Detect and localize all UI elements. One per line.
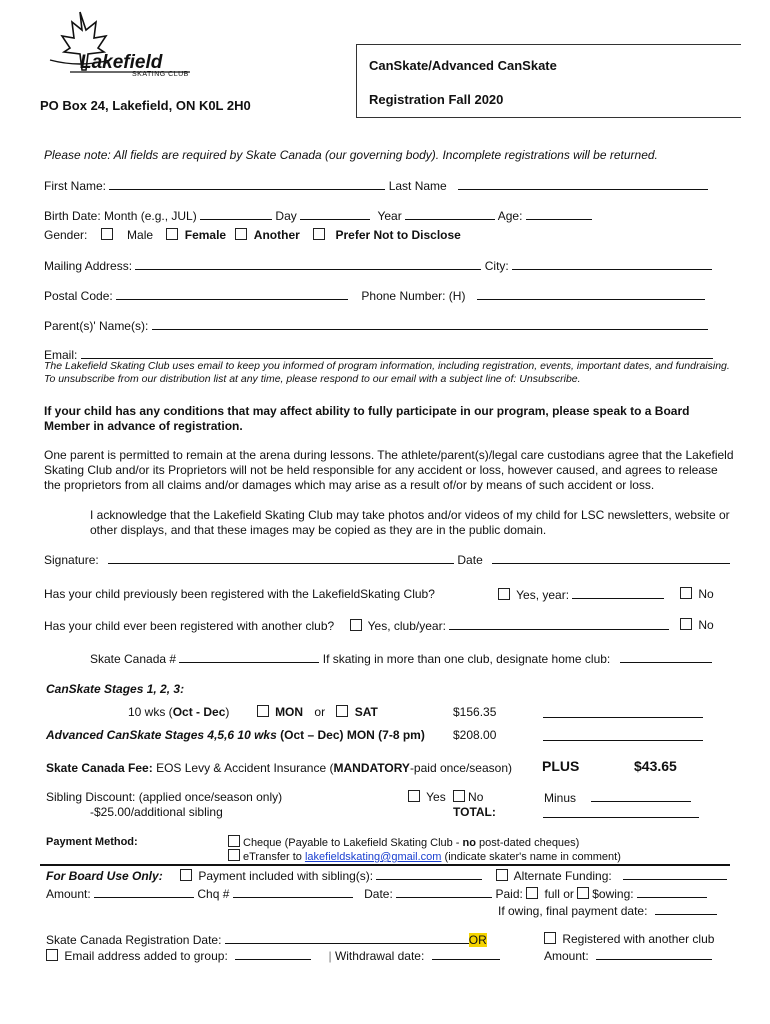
birth-month-field[interactable]	[200, 208, 272, 220]
cheque-label: Cheque (Payable to Lakefield Skating Club -	[243, 837, 463, 849]
cheque-row	[228, 835, 579, 849]
signature-row	[44, 552, 730, 567]
price-canskate: $156.35	[453, 705, 497, 719]
prev-year-field[interactable]	[572, 587, 664, 599]
separator: |	[328, 949, 332, 963]
logo-text: Lakefield	[80, 52, 163, 73]
prefer-not-checkbox[interactable]	[313, 228, 325, 240]
waiver-text: One parent is permitted to remain at the arena during lessons. The athlete/parent(s)/legal care custodians agree that the Lakefield Skating Club and/or its Proprietors will not be held responsible for any accident or loss, however caused, and agrees to release the proprietors from all claims and/or damages which may arise as a result of/or by means of such accident or loss.	[44, 448, 734, 492]
date-label: Date	[457, 553, 483, 567]
mailing-field[interactable]	[135, 258, 481, 270]
payment-included-field[interactable]	[376, 868, 482, 880]
prev-no-label: No	[698, 587, 714, 601]
parents-field[interactable]	[152, 318, 708, 330]
q-prev-yes	[498, 587, 664, 602]
age-label: Age:	[497, 209, 523, 223]
fee-mandatory: MANDATORY	[333, 761, 410, 775]
city-field[interactable]	[512, 258, 712, 270]
board-date-field[interactable]	[396, 886, 492, 898]
gender-label: Gender:	[44, 228, 88, 242]
another-checkbox[interactable]	[235, 228, 247, 240]
amount-field[interactable]	[94, 886, 194, 898]
date-field[interactable]	[492, 552, 730, 564]
other-no-label: No	[698, 618, 714, 632]
sibling-amount: -$25.00/additional sibling	[90, 805, 223, 819]
age-field[interactable]	[526, 208, 592, 220]
advanced-row	[46, 728, 425, 742]
home-club-label: If skating in more than one club, designate home club:	[322, 652, 611, 666]
fee-label: Skate Canada Fee:	[46, 761, 153, 775]
mailing-label: Mailing Address:	[44, 259, 133, 273]
mon-checkbox[interactable]	[257, 705, 269, 717]
or-label: or	[314, 705, 326, 719]
email-added-field[interactable]	[235, 948, 311, 960]
q-other-row	[44, 618, 669, 633]
birth-day-label: Day	[275, 209, 297, 223]
q-prev-label: Has your child previously been registered with the LakefieldSkating Club?	[44, 587, 435, 601]
board-row-2	[46, 886, 707, 901]
birth-year-field[interactable]	[405, 208, 495, 220]
first-name-row	[44, 178, 708, 193]
paid-label: Paid:	[495, 887, 523, 901]
minus-row	[544, 790, 691, 805]
email-added-label: Email address added to group:	[64, 949, 228, 963]
q-prev-no	[680, 587, 714, 601]
last-name-label: Last Name	[388, 179, 447, 193]
parents-label: Parent(s)' Name(s):	[44, 319, 149, 333]
payment-label: Payment Method:	[46, 836, 138, 848]
board-divider	[40, 864, 730, 866]
other-club-field[interactable]	[449, 618, 669, 630]
amount2-label: Amount:	[544, 949, 589, 963]
mon-label: MON	[275, 705, 304, 719]
sat-label: SAT	[354, 705, 378, 719]
email-added-checkbox[interactable]	[46, 949, 58, 961]
sibling-yes-label: Yes	[426, 790, 446, 804]
postal-row	[44, 288, 705, 303]
final-payment-field[interactable]	[655, 903, 717, 915]
full-checkbox[interactable]	[526, 887, 538, 899]
withdrawal-label: Withdrawal date:	[334, 949, 425, 963]
phone-label: Phone Number: (H)	[361, 289, 466, 303]
stages-title: CanSkate Stages 1, 2, 3:	[46, 682, 185, 696]
form-title: CanSkate/Advanced CanSkate	[369, 58, 557, 73]
etransfer-checkbox[interactable]	[228, 849, 240, 861]
advanced-amount-field[interactable]	[543, 728, 703, 746]
sc-reg-field[interactable]	[225, 932, 469, 944]
registered-other-label: Registered with another club	[562, 932, 715, 946]
birth-year-label: Year	[377, 209, 402, 223]
cheque-no: no	[462, 837, 476, 849]
birth-month-label: Birth Date: Month (e.g., JUL)	[44, 209, 197, 223]
parents-row	[44, 318, 708, 333]
registered-other-row	[544, 932, 714, 946]
fee-desc-post: -paid once/season)	[409, 761, 513, 775]
other-no-checkbox[interactable]	[680, 618, 692, 630]
home-club-field[interactable]	[620, 651, 712, 663]
sibling-no-label: No	[468, 790, 484, 804]
total-field[interactable]	[543, 805, 699, 823]
chq-label: Chq #	[197, 887, 230, 901]
etransfer-email-link[interactable]: lakefieldskating@gmail.com	[304, 851, 442, 863]
prev-yes-checkbox[interactable]	[498, 588, 510, 600]
weeks-label: 10 wks (	[128, 705, 173, 719]
email-note: The Lakefield Skating Club uses email to keep you informed of program information, including registration, events, important dates, and fundraising. To unsubscribe from our distribution list at any time, please respond to our email with a subject line of: Unsubscribe.	[44, 360, 730, 385]
price-advanced: $208.00	[453, 728, 497, 742]
total-label: TOTAL:	[453, 805, 496, 819]
fee-row	[46, 761, 512, 775]
sibling-no-checkbox[interactable]	[453, 790, 465, 802]
weeks-close: )	[225, 705, 230, 719]
sc-reg-label: Skate Canada Registration Date:	[46, 933, 222, 947]
sibling-label: Sibling Discount: (applied once/season only)	[46, 790, 283, 804]
board-date-label: Date:	[364, 887, 393, 901]
chq-field[interactable]	[233, 886, 353, 898]
cheque-checkbox[interactable]	[228, 835, 240, 847]
registered-other-checkbox[interactable]	[544, 932, 556, 944]
gender-row	[44, 228, 461, 242]
owing-field[interactable]	[637, 886, 707, 898]
form-subtitle: Registration Fall 2020	[369, 92, 504, 107]
minus-field[interactable]	[591, 790, 691, 802]
etransfer-label: eTransfer to	[243, 851, 305, 863]
skate-canada-field[interactable]	[179, 651, 319, 663]
plus-label: PLUS	[542, 758, 580, 774]
photo-ack: I acknowledge that the Lakefield Skating Club may take photos and/or videos of my child for LSC newsletters, website or other displays, and that these images may be copied as they are in the public domain.	[90, 508, 730, 537]
conditions-note: If your child has any conditions that may affect ability to fully participate in our program, please speak to a Board Member in advance of registration.	[44, 404, 690, 433]
last-name-field[interactable]	[458, 178, 708, 190]
mailing-row	[44, 258, 712, 273]
amount-label: Amount:	[46, 887, 91, 901]
sat-checkbox[interactable]	[336, 705, 348, 717]
q-prev-row	[44, 587, 435, 601]
alternate-row	[496, 868, 727, 883]
sibling-yes-checkbox[interactable]	[408, 790, 420, 802]
advanced-dates: (Oct – Dec) MON (7-8 pm)	[280, 728, 425, 742]
final-payment-label: If owing, final payment date:	[498, 904, 648, 918]
owing-label: $owing:	[592, 887, 634, 901]
board-row-1	[46, 868, 482, 883]
fee-amount: $43.65	[634, 758, 677, 774]
sibling-yes-no	[408, 790, 483, 804]
alternate-field[interactable]	[623, 868, 727, 880]
minus-label: Minus	[544, 791, 577, 805]
email-added-row	[46, 948, 500, 963]
cheque-post: post-dated cheques)	[475, 837, 580, 849]
sc-reg-row	[46, 932, 487, 947]
fee-desc: EOS Levy & Accident Insurance (	[156, 761, 334, 775]
etransfer-row	[228, 849, 621, 863]
city-label: City:	[484, 259, 509, 273]
female-label: Female	[184, 228, 227, 242]
email-field[interactable]	[81, 347, 713, 359]
male-checkbox[interactable]	[101, 228, 113, 240]
or-highlight: OR	[468, 933, 487, 947]
alternate-checkbox[interactable]	[496, 869, 508, 881]
birth-day-field[interactable]	[300, 208, 370, 220]
prev-yes-label: Yes, year:	[516, 588, 570, 602]
prefer-not-label: Prefer Not to Disclose	[335, 228, 461, 242]
club-address: PO Box 24, Lakefield, ON K0L 2H0	[40, 98, 251, 113]
logo-subtext: SKATING CLUB	[132, 71, 189, 78]
phone-field[interactable]	[477, 288, 705, 300]
skate-canada-label: Skate Canada #	[90, 652, 177, 666]
amount2-row	[544, 948, 712, 963]
birth-date-row	[44, 208, 592, 223]
advanced-label: Advanced CanSkate Stages 4,5,6 10 wks	[46, 728, 277, 742]
signature-label: Signature:	[44, 553, 99, 567]
payment-included-label: Payment included with sibling(s):	[198, 869, 374, 883]
postal-label: Postal Code:	[44, 289, 113, 303]
first-name-label: First Name:	[44, 179, 107, 193]
signature-field[interactable]	[108, 552, 454, 564]
canskate-amount-field[interactable]	[543, 705, 703, 723]
required-note: Please note: All fields are required by Skate Canada (our governing body). Incomplete registrations will be returned.	[44, 148, 658, 162]
alternate-label: Alternate Funding:	[513, 869, 612, 883]
q-other-label: Has your child ever been registered with another club?	[44, 619, 335, 633]
female-checkbox[interactable]	[166, 228, 178, 240]
other-yes-checkbox[interactable]	[350, 619, 362, 631]
q-other-no	[680, 618, 714, 632]
owing-checkbox[interactable]	[577, 887, 589, 899]
email-label: Email:	[44, 348, 78, 362]
male-label: Male	[127, 228, 154, 242]
prev-no-checkbox[interactable]	[680, 587, 692, 599]
withdrawal-field[interactable]	[432, 948, 500, 960]
etransfer-post: (indicate skater's name in comment)	[441, 851, 621, 863]
first-name-field[interactable]	[109, 178, 385, 190]
postal-field[interactable]	[116, 288, 348, 300]
another-label: Another	[253, 228, 300, 242]
full-or-label: full or	[544, 887, 574, 901]
payment-included-checkbox[interactable]	[180, 869, 192, 881]
weeks-dates: Oct - Dec	[172, 705, 226, 719]
board-title: For Board Use Only:	[46, 869, 163, 883]
other-yes-label: Yes, club/year:	[367, 619, 446, 633]
amount2-field[interactable]	[596, 948, 712, 960]
stages-row	[128, 705, 378, 719]
final-payment-row	[498, 903, 717, 918]
skate-canada-row	[90, 651, 712, 666]
